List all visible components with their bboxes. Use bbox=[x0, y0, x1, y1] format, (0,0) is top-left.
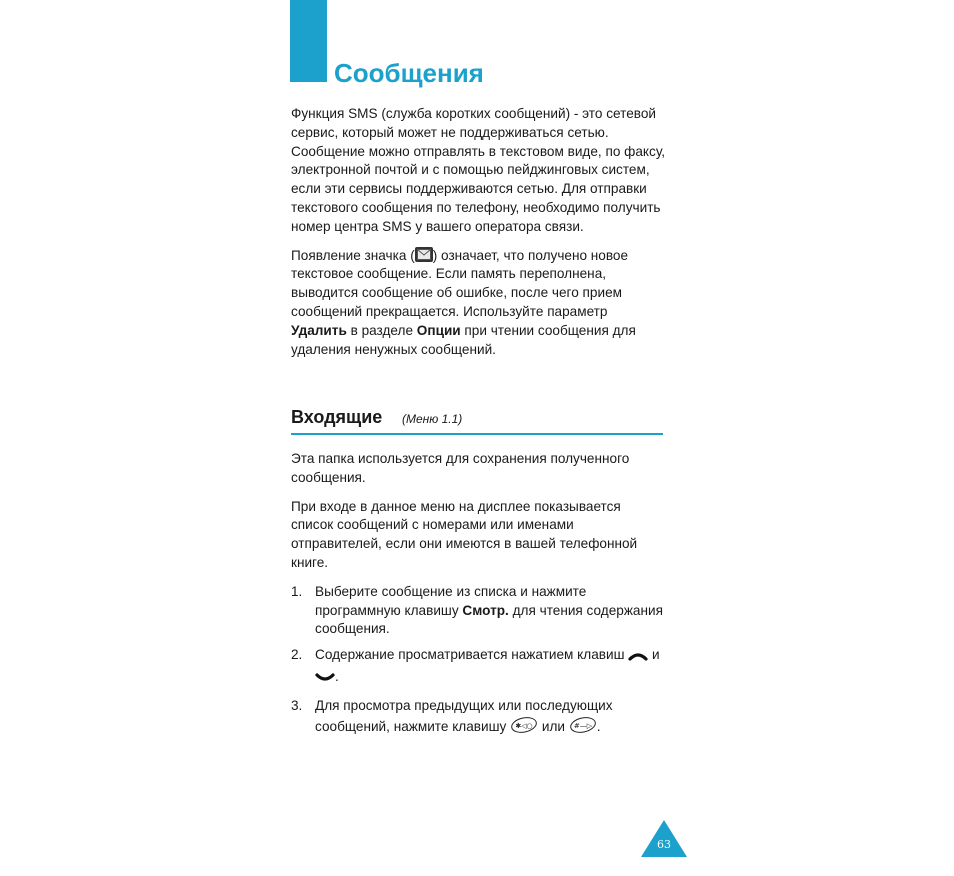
up-key-icon bbox=[628, 649, 648, 668]
step-item: 3. Для просмотра предыдущих или последующих сообщений, нажмите клавишу ✱◁○ или #—▷ . bbox=[291, 697, 666, 740]
intro-paragraph-1: Функция SMS (служба коротких сообщений) - это сетевой сервис, который может не поддерживаться сетью. Сообщение можно отправлять в текстовом виде, по факсу, электронной почтой и с помощью пейджинговых систем, если эти сервисы поддерживаются сетью. Для отправки текстового сообщения по телефону, необходимо получить номер центра SMS у вашего оператора связи. bbox=[291, 106, 666, 234]
envelope-icon bbox=[415, 247, 433, 262]
section-title: Входящие bbox=[291, 407, 383, 427]
page-number: 63 bbox=[657, 838, 671, 851]
inbox-paragraph-2: При входе в данное меню на дисплее показывается список сообщений с номерами или именами отправителей, если они имеются в вашей телефонной книге. bbox=[291, 498, 638, 570]
intro-paragraph-2: Появление значка ( ) означает, что получено новое текстовое сообщение. Если память переполнена, выводится сообщение об ошибке, после чего прием сообщений прекращается. Используйте параметр Удалить в разделе Опции при чтении сообщения для удаления ненужных сообщений. bbox=[291, 247, 636, 357]
accent-block bbox=[290, 0, 327, 82]
menu-reference: (Меню 1.1) bbox=[402, 412, 463, 426]
inbox-section bbox=[291, 450, 666, 746]
steps-list bbox=[291, 583, 666, 740]
left-nav-key-icon bbox=[510, 716, 538, 740]
delete-option-name: Удалить bbox=[291, 322, 347, 338]
step-item: 1. Выберите сообщение из списка и нажмите программную клавишу Смотр. для чтения содержания сообщения. bbox=[291, 583, 663, 637]
options-menu-name: Опции bbox=[416, 322, 461, 338]
section-header-inbox bbox=[291, 403, 663, 435]
page-number-badge bbox=[641, 820, 687, 857]
down-key-icon bbox=[315, 671, 335, 690]
step-item: 2. Содержание просматривается нажатием клавиш и . bbox=[291, 646, 666, 690]
view-key-name: Смотр. bbox=[462, 602, 509, 618]
page-title: Сообщения bbox=[334, 58, 484, 88]
inbox-paragraph-1: Эта папка используется для сохранения полученного сообщения. bbox=[291, 451, 630, 485]
svg-text:✱◁○: ✱◁○ bbox=[515, 721, 533, 730]
intro-section bbox=[291, 105, 666, 359]
right-nav-key-icon bbox=[569, 716, 597, 740]
svg-text:#—▷: #—▷ bbox=[573, 721, 592, 730]
